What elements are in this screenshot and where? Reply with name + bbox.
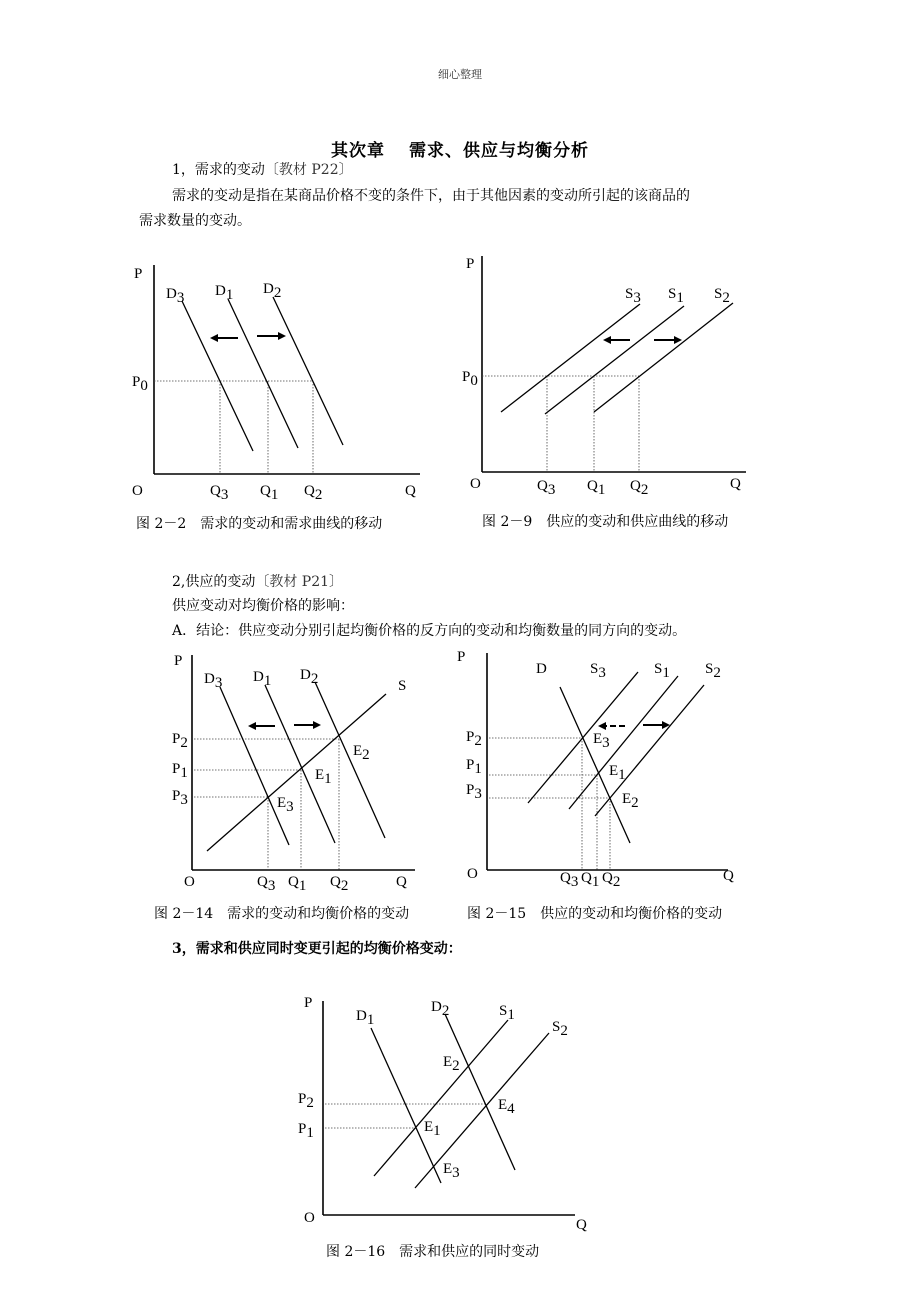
svg-text:S3: S3 [590, 661, 606, 681]
arrow-left-icon [248, 722, 275, 730]
figure-2-15-supply-equilibrium [450, 645, 770, 925]
arrow-right-icon [643, 721, 670, 729]
svg-text:S3: S3 [625, 286, 641, 306]
section2-line2: A．结论：供应变动分别引起均衡价格的反方向的变动和均衡数量的同方向的变动。 [172, 623, 687, 639]
section1-body-line2: 需求数量的变动。 [139, 213, 251, 229]
figure-2-16-joint-shift [280, 985, 600, 1265]
svg-text:O: O [304, 1210, 315, 1226]
svg-text:D2: D2 [431, 999, 450, 1019]
svg-text:Q: Q [396, 874, 407, 890]
svg-text:Q1: Q1 [587, 478, 606, 498]
svg-text:D3: D3 [204, 671, 223, 691]
figure-2-9-caption: 图 2－9 供应的变动和供应曲线的移动 [482, 514, 729, 530]
svg-text:P0: P0 [132, 374, 148, 394]
svg-text:Q2: Q2 [330, 874, 349, 894]
page-header: 细心整理 [438, 68, 482, 81]
arrow-right-icon [257, 332, 286, 340]
svg-text:P: P [466, 256, 475, 272]
svg-text:Q2: Q2 [630, 478, 649, 498]
arrow-left-icon [210, 334, 238, 342]
demand-curve-d2 [445, 1014, 515, 1170]
figure-2-9-supply-shift [450, 250, 770, 540]
figure-2-2-demand-shift [120, 255, 440, 545]
section2-heading: 2,供应的变动〔教材 P21〕 [172, 574, 344, 590]
svg-text:E2: E2 [353, 743, 370, 763]
svg-text:O: O [467, 866, 478, 882]
figure-2-14-demand-equilibrium [140, 645, 460, 925]
svg-text:O: O [470, 476, 481, 492]
supply-curve-s1 [545, 306, 684, 414]
svg-text:E1: E1 [609, 763, 626, 783]
demand-curve-d [560, 687, 630, 843]
arrow-right-icon [294, 721, 321, 729]
supply-curve-s3 [501, 304, 640, 412]
svg-text:D2: D2 [300, 667, 319, 687]
svg-text:S1: S1 [654, 661, 670, 681]
demand-curve-d1 [265, 685, 335, 843]
demand-curve-d1 [371, 1028, 441, 1183]
svg-text:Q: Q [405, 483, 416, 499]
svg-text:P1: P1 [466, 757, 482, 777]
figure-2-14-caption: 图 2－14 需求的变动和均衡价格的变动 [154, 906, 410, 922]
svg-text:Q: Q [576, 1217, 587, 1233]
arrow-left-icon [603, 336, 630, 344]
demand-curve-d2 [315, 682, 385, 838]
demand-curve-d2 [273, 297, 343, 445]
svg-text:O: O [132, 483, 143, 499]
demand-curve-d3 [220, 687, 289, 845]
svg-text:D1: D1 [356, 1008, 375, 1028]
svg-text:S2: S2 [552, 1019, 568, 1039]
svg-text:D: D [536, 661, 547, 677]
svg-text:E1: E1 [315, 767, 332, 787]
svg-text:S2: S2 [714, 286, 730, 306]
supply-curve-s2 [594, 303, 733, 412]
svg-text:E3: E3 [277, 795, 294, 815]
svg-text:Q1: Q1 [581, 870, 600, 890]
arrow-right-icon [654, 336, 682, 344]
figure-2-15-caption: 图 2－15 供应的变动和均衡价格的变动 [467, 906, 723, 922]
supply-curve-s1 [374, 1020, 508, 1176]
svg-text:P: P [304, 995, 313, 1011]
demand-curve-d1 [228, 299, 298, 448]
svg-text:P1: P1 [298, 1121, 314, 1141]
svg-text:Q1: Q1 [260, 483, 279, 503]
svg-text:S1: S1 [499, 1003, 515, 1023]
arrow-left-icon [598, 722, 625, 730]
svg-text:Q3: Q3 [257, 874, 276, 894]
svg-text:Q3: Q3 [560, 870, 579, 890]
svg-text:E4: E4 [498, 1097, 515, 1117]
svg-text:Q: Q [723, 868, 734, 884]
svg-text:P3: P3 [172, 788, 188, 808]
svg-text:P1: P1 [172, 761, 188, 781]
figure-2-16-caption: 图 2－16 需求和供应的同时变动 [326, 1244, 540, 1260]
svg-text:E2: E2 [443, 1054, 460, 1074]
svg-text:P: P [134, 266, 143, 282]
svg-text:D1: D1 [253, 669, 272, 689]
svg-text:S2: S2 [705, 661, 721, 681]
svg-text:P: P [174, 653, 183, 669]
svg-text:P3: P3 [466, 782, 482, 802]
svg-text:P: P [457, 649, 466, 665]
svg-text:Q2: Q2 [304, 483, 323, 503]
svg-text:O: O [184, 874, 195, 890]
svg-text:E1: E1 [424, 1119, 441, 1139]
chapter-title [0, 136, 920, 161]
svg-text:P0: P0 [462, 369, 478, 389]
svg-text:D2: D2 [263, 281, 282, 301]
demand-curve-d3 [182, 301, 253, 451]
svg-text:Q1: Q1 [288, 874, 307, 894]
svg-text:P2: P2 [466, 729, 482, 749]
svg-text:S1: S1 [668, 286, 684, 306]
section1-heading: 1，需求的变动〔教材 P22〕 [172, 162, 353, 178]
svg-text:Q2: Q2 [602, 870, 621, 890]
svg-text:P2: P2 [172, 731, 188, 751]
svg-text:Q3: Q3 [537, 478, 556, 498]
svg-text:E2: E2 [622, 791, 639, 811]
supply-curve-s2 [415, 1033, 549, 1188]
chapter-number: 其次章 [331, 141, 385, 161]
chapter-subject: 需求、供应与均衡分析 [409, 141, 589, 161]
section2-line1: 供应变动对均衡价格的影响： [172, 598, 354, 614]
svg-text:Q3: Q3 [210, 483, 229, 503]
svg-text:E3: E3 [443, 1161, 460, 1181]
section1-body-line1: 需求的变动是指在某商品价格不变的条件下，由于其他因素的变动所引起的该商品的 [172, 188, 690, 204]
svg-text:S: S [398, 678, 407, 694]
svg-text:E3: E3 [593, 731, 610, 751]
svg-text:P2: P2 [298, 1091, 314, 1111]
figure-2-2-caption: 图 2－2 需求的变动和需求曲线的移动 [136, 516, 383, 532]
svg-text:Q: Q [730, 476, 741, 492]
section3-heading: 3，需求和供应同时变更引起的均衡价格变动： [172, 941, 462, 957]
svg-text:D3: D3 [166, 286, 185, 306]
svg-text:D1: D1 [215, 283, 234, 303]
